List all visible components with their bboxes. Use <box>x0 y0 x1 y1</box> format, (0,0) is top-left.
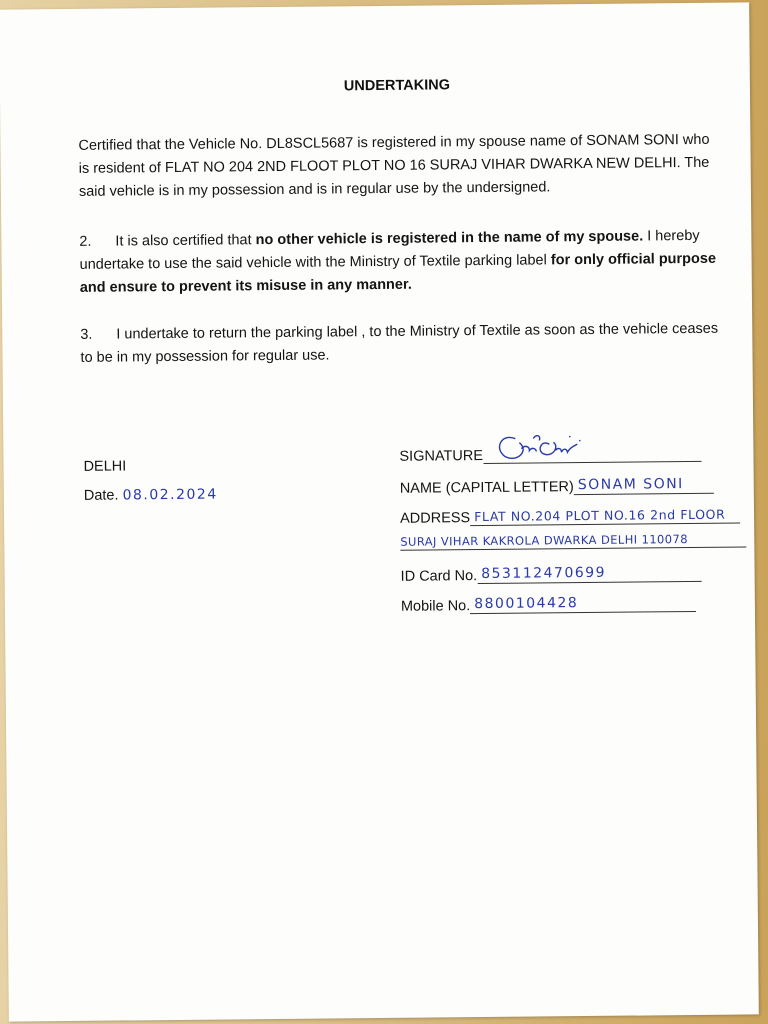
paragraph-2-text-b: I hereby undertake to use the said vehicle with the Ministry of Textile parking label <box>79 227 700 273</box>
paragraph-2-bold-b: for only official purpose and ensure to prevent its misuse in any manner. <box>79 250 717 296</box>
id-card-label: ID Card No. <box>400 568 478 585</box>
mobile-value: 8800104428 <box>474 595 579 613</box>
address-value-2: SURAJ VIHAR KAKROLA DWARKA DELHI 110078 <box>400 532 688 549</box>
signature-line <box>483 443 701 464</box>
name-label: NAME (CAPITAL LETTER) <box>399 479 574 497</box>
mobile-label: Mobile No. <box>400 598 471 615</box>
id-card-row <box>401 563 702 585</box>
name-line <box>574 475 714 495</box>
address-row-1 <box>400 505 740 527</box>
paragraph-2-text-a: It is also certified that <box>115 232 256 250</box>
document-title: UNDERTAKING <box>343 77 451 95</box>
mobile-row <box>401 593 696 615</box>
paragraph-1: Certified that the Vehicle No. DL8SCL5687 is registered in my spouse name of SONAM SONI who is resident of FLAT NO 204 2ND FLOOT PLOT NO 16 SURAJ VIHAR DWARKA NEW DELHI. The said vehicle is in my possession and is in regular use by the undersigned. <box>78 131 710 200</box>
paragraph-3-text: I undertake to return the parking label , to the Ministry of Textile as soon as the vehicle ceases to be in my possession for regular use. <box>80 320 719 366</box>
date-value: 08.02.2024 <box>122 486 218 504</box>
address-line-1 <box>470 505 740 527</box>
paragraph-2 <box>79 225 720 300</box>
paragraph-2-bold-a: no other vehicle is registered in the name of my spouse. <box>255 228 644 249</box>
mobile-line <box>470 593 696 614</box>
signature-row <box>399 443 701 465</box>
date-label: Date. <box>83 487 119 504</box>
place: DELHI <box>83 458 127 475</box>
name-value: SONAM SONI <box>577 476 684 494</box>
date-row <box>84 487 218 504</box>
paragraph-3 <box>80 318 720 370</box>
address-line-2 <box>400 528 746 550</box>
signature-label: SIGNATURE <box>399 447 484 465</box>
id-card-line <box>477 563 701 584</box>
undertaking-page <box>0 2 759 1021</box>
address-row-2 <box>400 528 746 550</box>
paragraph-2-number: 2. <box>79 233 92 250</box>
address-label: ADDRESS <box>399 510 471 527</box>
paragraph-3-number: 3. <box>80 326 93 343</box>
handwritten-signature <box>483 430 603 465</box>
address-value-1: FLAT NO.204 PLOT NO.16 2nd FLOOR <box>474 506 726 525</box>
id-card-value: 853112470699 <box>481 564 607 583</box>
name-row <box>400 475 714 497</box>
